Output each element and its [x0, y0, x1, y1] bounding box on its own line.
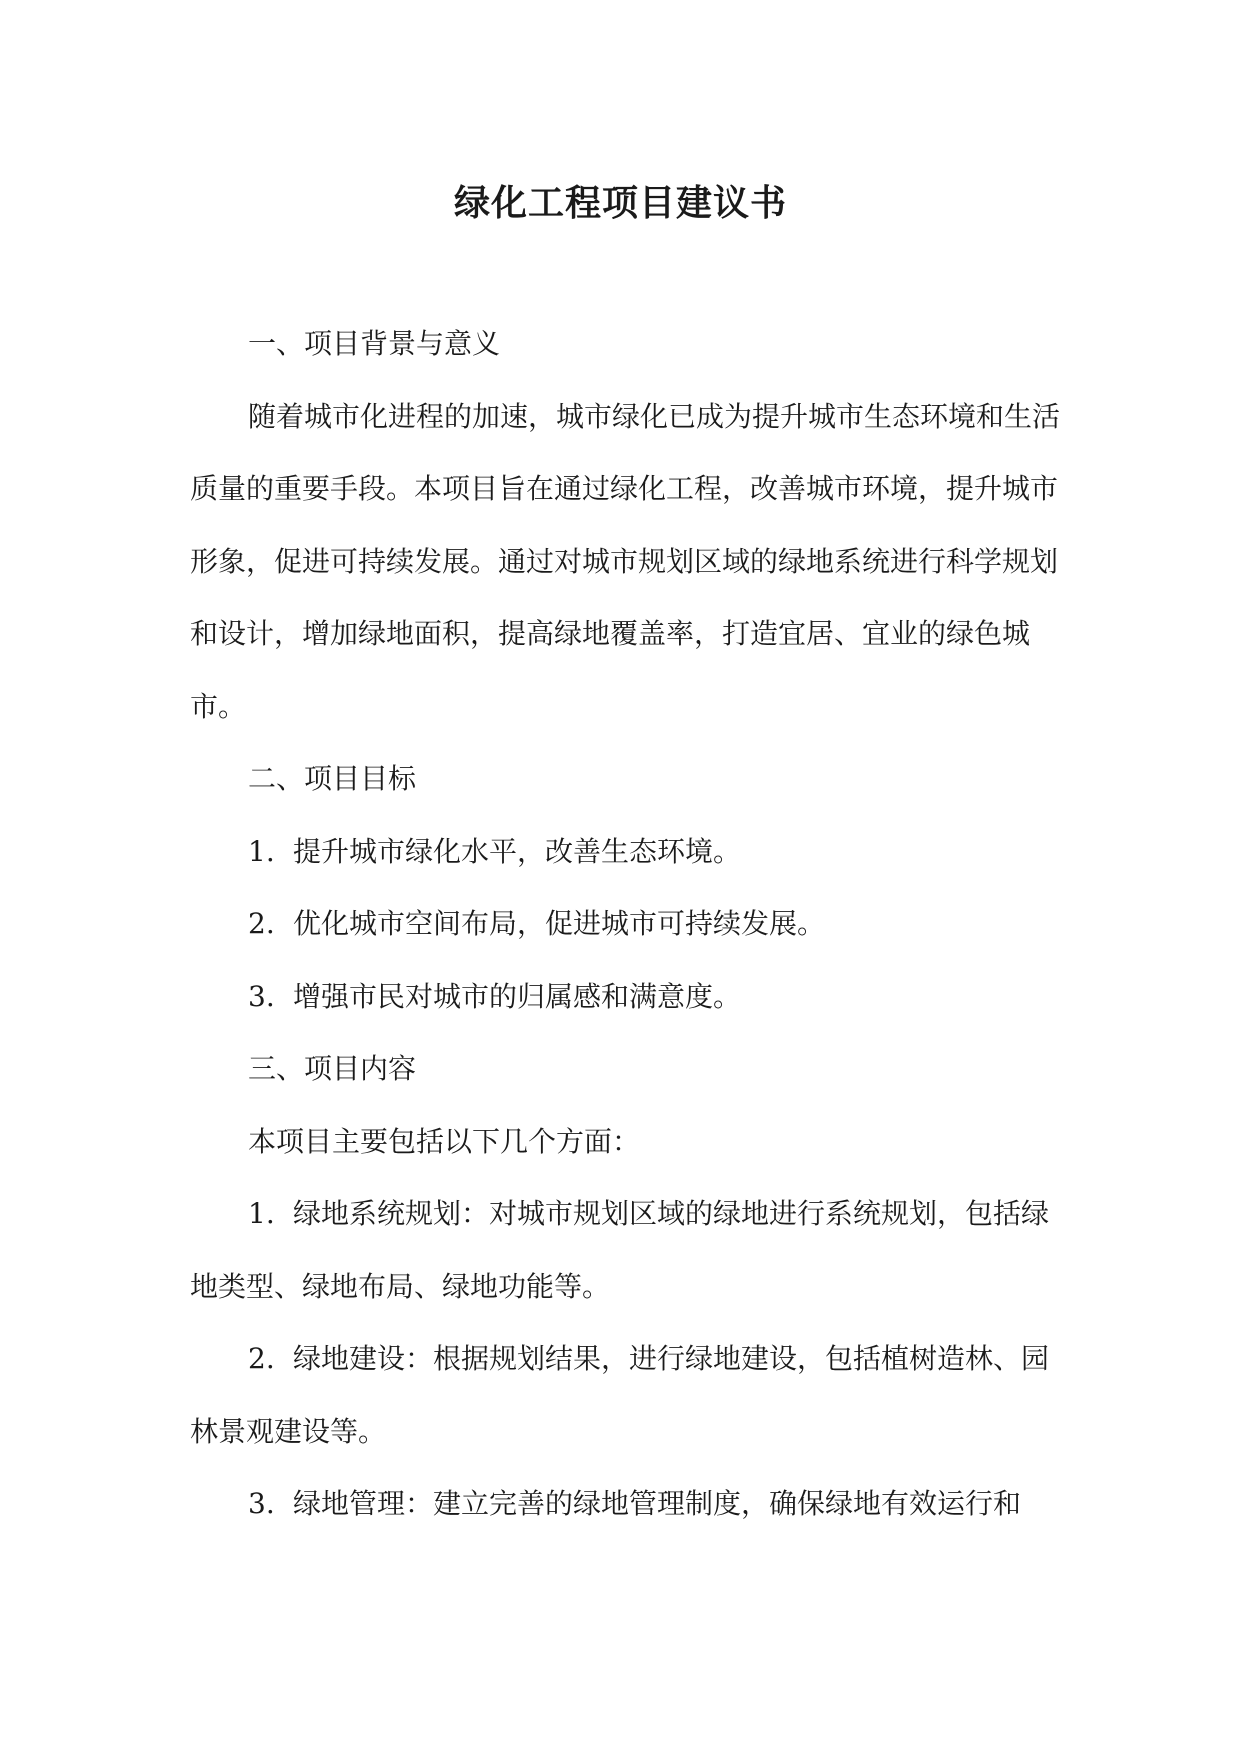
goal-item [190, 816, 1062, 889]
content-intro: 本项目主要包括以下几个方面： [248, 1124, 641, 1158]
content-item [190, 1468, 1062, 1541]
content-item-text: 绿地管理：建立完善的绿地管理制度，确保绿地有效运行和 [293, 1487, 1022, 1520]
content-item-text: 绿地系统规划：对城市规划区域的绿地进行系统规划，包括绿地类型、绿地布局、绿地功能等。 [190, 1197, 1050, 1303]
goal-item-number: 3. [248, 979, 275, 1013]
section-heading-goals: 二、项目目标 [248, 762, 417, 795]
content-item [190, 1323, 1062, 1468]
goal-item-text: 优化城市空间布局，促进城市可持续发展。 [293, 907, 826, 940]
content-item-number: 3. [248, 1487, 275, 1520]
document-title: 绿化工程项目建议书 [453, 182, 787, 224]
goal-item-number: 2. [248, 907, 275, 940]
content-item [190, 1178, 1062, 1323]
goal-item-text: 增强市民对城市的归属感和满意度。 [293, 979, 742, 1013]
paragraph-background: 随着城市化进程的加速，城市绿化已成为提升城市生态环境和生活质量的重要手段。本项目旨在通过绿化工程，改善城市环境，提升城市形象，促进可持续发展。通过对城市规划区域的绿地系统进行科学规划和设计，增加绿地面积，提高绿地覆盖率，打造宜居、宜业的绿色城市。 [190, 399, 1061, 723]
goal-item [190, 961, 1062, 1034]
content-item-number: 1. [248, 1197, 275, 1230]
document-body [190, 308, 1062, 1541]
content-item-number: 2. [248, 1342, 275, 1375]
section-heading-background: 一、项目背景与意义 [248, 327, 501, 360]
goal-item [190, 888, 1062, 961]
content-item-text: 绿地建设：根据规划结果，进行绿地建设，包括植树造林、园林景观建设等。 [190, 1342, 1050, 1448]
goal-item-text: 提升城市绿化水平，改善生态环境。 [293, 834, 742, 868]
goal-item-number: 1. [248, 834, 275, 868]
section-heading-content: 三、项目内容 [248, 1052, 417, 1085]
